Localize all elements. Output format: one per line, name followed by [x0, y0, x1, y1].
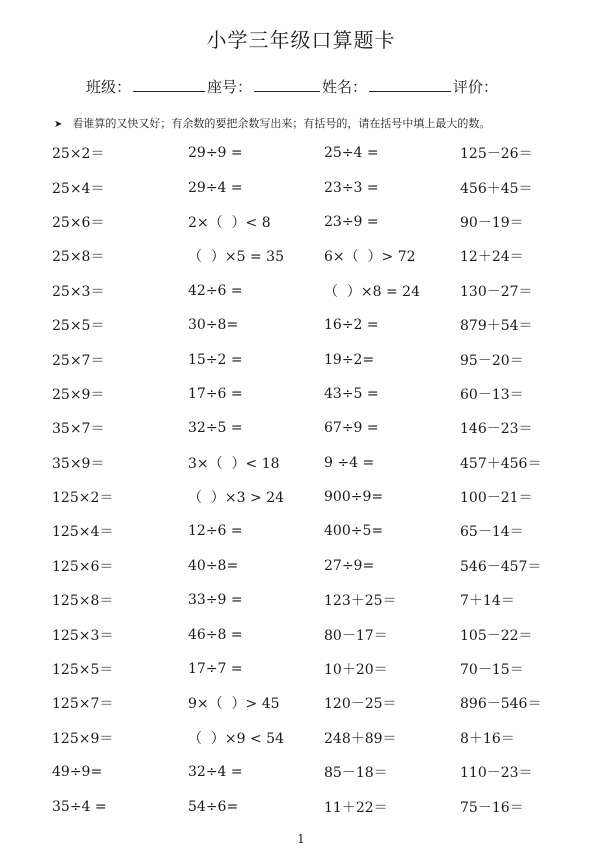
- problem-cell: 60－13＝: [460, 386, 524, 403]
- problem-cell: 9×（ ）> 45: [188, 696, 280, 713]
- problem-cell: 27÷9=: [324, 557, 375, 574]
- problem-row: [52, 480, 582, 514]
- problem-row: [52, 789, 582, 823]
- problem-cell: 125×5＝: [52, 662, 114, 679]
- problem-cell: 105－22＝: [460, 627, 533, 644]
- instruction-line: [54, 115, 490, 131]
- page-title: 小学三年级口算题卡: [206, 28, 396, 52]
- problem-cell: 546－457＝: [460, 558, 542, 575]
- problem-cell: 146－23＝: [460, 421, 533, 438]
- problem-cell: 46÷8 =: [188, 626, 243, 643]
- seat-blank[interactable]: [254, 77, 320, 92]
- problem-cell: 25×3＝: [52, 283, 105, 300]
- problem-cell: 11＋22＝: [324, 799, 388, 816]
- problem-cell: 35×9＝: [52, 455, 105, 472]
- problem-cell: 400÷5=: [324, 523, 384, 540]
- problem-row: [52, 617, 582, 651]
- problem-cell: 29÷9 =: [188, 145, 243, 162]
- problem-cell: 19÷2=: [324, 351, 375, 368]
- problem-row: [52, 721, 582, 755]
- problem-cell: 30÷8=: [188, 317, 239, 334]
- problem-cell: 42÷6 =: [188, 282, 243, 299]
- problem-cell: 65－14＝: [460, 524, 524, 541]
- problem-cell: 40÷8=: [188, 557, 239, 574]
- problem-cell: 49÷9=: [52, 764, 103, 781]
- problem-row: [52, 170, 582, 204]
- problem-cell: 100－21＝: [460, 490, 533, 507]
- problem-cell: 7＋14＝: [460, 593, 515, 610]
- student-info-line: [86, 76, 498, 97]
- problem-cell: 90－19＝: [460, 214, 524, 231]
- problem-cell: 25×5＝: [52, 318, 105, 335]
- problem-row: [52, 136, 582, 170]
- class-label: 班级：: [86, 78, 132, 96]
- problem-cell: 25×4＝: [52, 180, 105, 197]
- problem-row: [52, 755, 582, 789]
- problem-cell: 32÷5 =: [188, 420, 243, 437]
- problem-grid: [52, 136, 582, 824]
- problem-cell: 248＋89＝: [324, 730, 397, 747]
- problem-cell: 2×（ ）< 8: [188, 214, 271, 231]
- problem-cell: 95－20＝: [460, 352, 524, 369]
- instruction-text: 看谁算的又快又好；有余数的要把余数写出来；有括号的，请在括号中填上最大的数。: [72, 117, 491, 130]
- problem-cell: 900÷9=: [324, 489, 384, 506]
- problem-cell: 25×7＝: [52, 352, 105, 369]
- problem-cell: 123＋25＝: [324, 593, 397, 610]
- class-blank[interactable]: [133, 77, 205, 92]
- problem-cell: 23÷9 =: [324, 213, 379, 230]
- problem-cell: 896－546＝: [460, 696, 542, 713]
- problem-cell: 125×6＝: [52, 558, 114, 575]
- problem-cell: 67÷9 =: [324, 420, 379, 437]
- problem-cell: 125×7＝: [52, 696, 114, 713]
- problem-cell: 125×4＝: [52, 524, 114, 541]
- problem-cell: 110－23＝: [460, 765, 533, 782]
- problem-cell: 125－26＝: [460, 146, 533, 163]
- problem-cell: 25×2＝: [52, 146, 105, 163]
- problem-cell: 125×8＝: [52, 593, 114, 610]
- problem-cell: 29÷4 =: [188, 179, 243, 196]
- problem-row: [52, 583, 582, 617]
- problem-row: [52, 549, 582, 583]
- name-blank[interactable]: [369, 77, 451, 92]
- problem-cell: 125×9＝: [52, 730, 114, 747]
- problem-row: [52, 686, 582, 720]
- problem-cell: 32÷4 =: [188, 764, 243, 781]
- problem-cell: 25×9＝: [52, 386, 105, 403]
- problem-cell: 12＋24＝: [460, 249, 524, 266]
- problem-cell: 25÷4 =: [324, 145, 379, 162]
- name-label: 姓名：: [322, 78, 368, 96]
- problem-cell: 25×8＝: [52, 249, 105, 266]
- problem-cell: 9 ÷4 =: [324, 454, 375, 471]
- problem-cell: 10＋20＝: [324, 662, 388, 679]
- problem-cell: 25×6＝: [52, 214, 105, 231]
- problem-row: [52, 308, 582, 342]
- problem-cell: 85－18＝: [324, 765, 388, 782]
- problem-cell: 879＋54＝: [460, 318, 533, 335]
- problem-cell: 457＋456＝: [460, 455, 542, 472]
- problem-cell: 120－25＝: [324, 696, 397, 713]
- problem-cell: 33÷9 =: [188, 592, 243, 609]
- problem-row: [52, 377, 582, 411]
- problem-cell: 3×（ ）< 18: [188, 455, 280, 472]
- arrow-bullet-icon: ➤: [54, 119, 63, 130]
- problem-cell: 125×3＝: [52, 627, 114, 644]
- problem-row: [52, 411, 582, 445]
- problem-row: [52, 514, 582, 548]
- page-number: 1: [297, 832, 305, 846]
- problem-cell: 12÷6 =: [188, 523, 243, 540]
- problem-cell: 16÷2 =: [324, 317, 379, 334]
- problem-row: [52, 342, 582, 376]
- problem-row: [52, 652, 582, 686]
- problem-row: [52, 446, 582, 480]
- problem-cell: （ ）×8 = 24: [324, 283, 420, 300]
- problem-cell: 43÷5 =: [324, 385, 379, 402]
- problem-cell: 35×7＝: [52, 421, 105, 438]
- problem-cell: 17÷7 =: [188, 661, 243, 678]
- problem-cell: 17÷6 =: [188, 385, 243, 402]
- problem-cell: 70－15＝: [460, 662, 524, 679]
- problem-cell: 125×2＝: [52, 490, 114, 507]
- problem-cell: （ ）×9 < 54: [188, 730, 284, 747]
- evaluation-label: 评价：: [453, 78, 499, 96]
- problem-cell: 130－27＝: [460, 283, 533, 300]
- seat-label: 座号：: [207, 78, 253, 96]
- problem-cell: 23÷3 =: [324, 179, 379, 196]
- problem-cell: 54÷6=: [188, 798, 239, 815]
- problem-cell: 80－17＝: [324, 627, 388, 644]
- problem-cell: （ ）×5 = 35: [188, 249, 284, 266]
- problem-cell: （ ）×3 > 24: [188, 490, 284, 507]
- problem-row: [52, 205, 582, 239]
- problem-cell: 6×（ ）> 72: [324, 249, 416, 266]
- problem-row: [52, 274, 582, 308]
- problem-cell: 456＋45＝: [460, 180, 533, 197]
- problem-cell: 75－16＝: [460, 799, 524, 816]
- problem-row: [52, 239, 582, 273]
- problem-cell: 8＋16＝: [460, 730, 515, 747]
- problem-cell: 35÷4 =: [52, 798, 107, 815]
- problem-cell: 15÷2 =: [188, 351, 243, 368]
